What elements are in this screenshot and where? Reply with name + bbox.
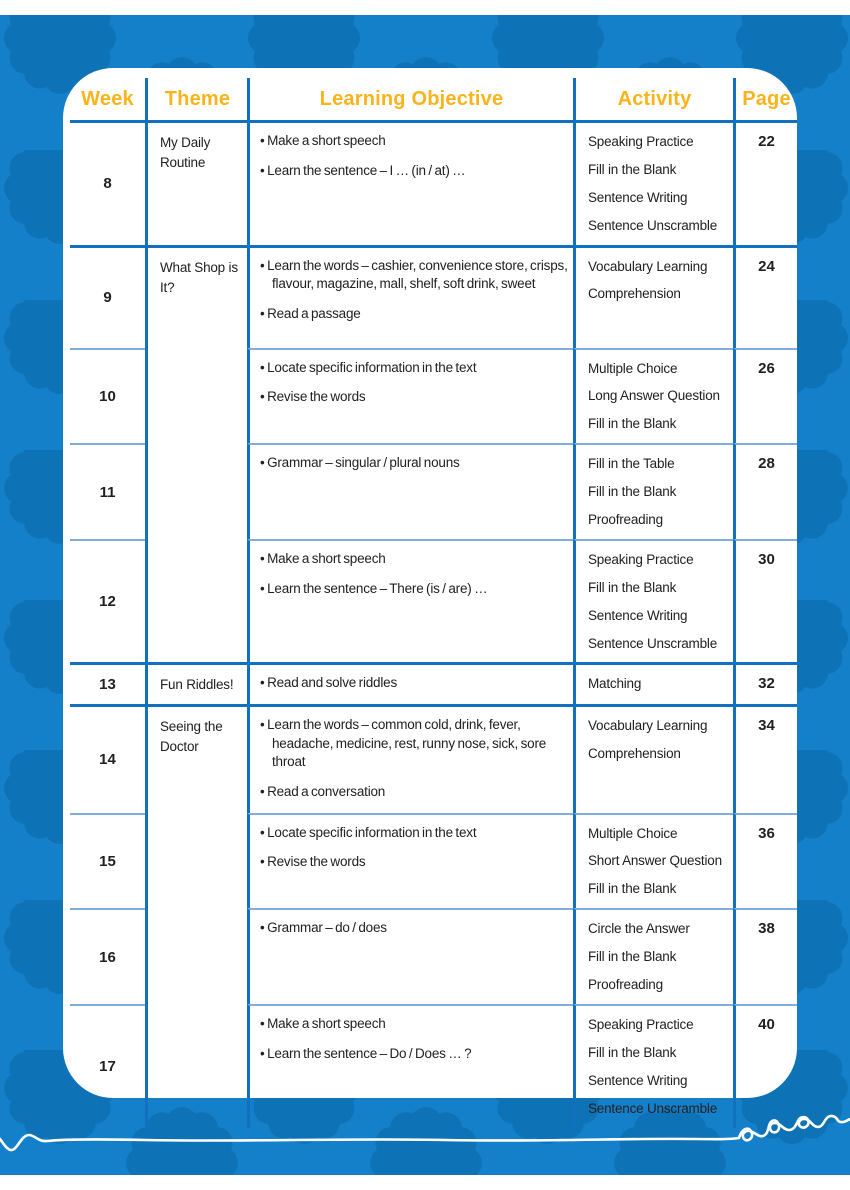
theme-cell: What Shop is It? xyxy=(145,245,247,663)
col-header-page: Page xyxy=(733,78,797,123)
objective-item: • Grammar – do / does xyxy=(260,920,387,936)
objective-item: • Learn the sentence – Do / Does … ? xyxy=(260,1045,472,1061)
objectives-cell xyxy=(247,245,573,348)
activity-item: Sentence Unscramble xyxy=(588,217,718,233)
col-header-week: Week xyxy=(70,78,145,123)
objective-item: • Make a short speech xyxy=(260,133,386,148)
activity-item: Circle the Answer xyxy=(588,921,690,937)
objective-item: • Read a conversation xyxy=(260,783,386,799)
week-cell: 14 xyxy=(70,704,145,813)
content-card xyxy=(63,68,797,1116)
activity-item: Fill in the Blank xyxy=(588,161,677,177)
activity-cell xyxy=(573,1004,733,1128)
curriculum-schedule-table xyxy=(70,78,797,1128)
week-cell: 8 xyxy=(103,175,112,193)
objective-item: • Locate specific information in the text xyxy=(260,824,477,840)
activity-item: Sentence Writing xyxy=(588,607,688,623)
activity-item: Fill in the Blank xyxy=(588,949,677,965)
week-cell: 12 xyxy=(70,539,145,663)
activity-cell xyxy=(573,348,733,444)
week-cell: 17 xyxy=(70,1004,145,1128)
objective-item: • Learn the words – cashier, convenience store, crisps, flavour, magazine, mall, shelf, soft drink, sweet xyxy=(260,257,568,292)
table-row xyxy=(70,704,797,813)
page-cell: 38 xyxy=(733,908,797,1004)
activity-item: Comprehension xyxy=(588,286,681,302)
activity-item: Fill in the Blank xyxy=(588,1044,677,1060)
objective-item: • Read and solve riddles xyxy=(260,675,398,691)
theme-cell: My Daily Routine xyxy=(145,123,247,245)
page-cell: 28 xyxy=(733,443,797,539)
activity-cell xyxy=(573,443,733,539)
activity-item: Matching xyxy=(588,676,642,692)
objectives-cell xyxy=(247,813,573,909)
activity-item: Sentence Unscramble xyxy=(588,635,718,651)
activity-item: Comprehension xyxy=(588,745,681,761)
theme-cell: Seeing the Doctor xyxy=(145,704,247,1127)
objectives-cell xyxy=(247,123,573,245)
activity-item: Fill in the Table xyxy=(588,456,675,472)
objective-item: • Learn the words – common cold, drink, fever, headache, medicine, rest, runny nose, sick, sore throat xyxy=(260,717,547,770)
activity-item: Multiple Choice xyxy=(588,360,678,376)
activity-item: Vocabulary Learning xyxy=(588,718,708,734)
activity-item: Fill in the Blank xyxy=(588,579,677,595)
objective-item: • Revise the words xyxy=(260,389,366,405)
week-cell: 11 xyxy=(70,443,145,539)
col-header-activity: Activity xyxy=(573,78,733,123)
activity-cell xyxy=(573,908,733,1004)
activity-item: Fill in the Blank xyxy=(588,416,677,432)
activity-item: Short Answer Question xyxy=(588,853,722,869)
page-cell: 40 xyxy=(733,1004,797,1128)
week-cell: 9 xyxy=(70,245,145,348)
table-row xyxy=(70,123,797,245)
activity-cell xyxy=(573,539,733,663)
page-cell: 36 xyxy=(733,813,797,909)
activity-cell xyxy=(573,813,733,909)
activity-cell xyxy=(573,662,733,704)
page-cell: 34 xyxy=(733,704,797,813)
objective-item: • Make a short speech xyxy=(260,550,386,566)
objectives-cell xyxy=(247,704,573,813)
activity-item: Long Answer Question xyxy=(588,388,720,404)
objectives-cell xyxy=(247,539,573,663)
objectives-cell xyxy=(247,908,573,1004)
activity-cell xyxy=(573,704,733,813)
activity-item: Multiple Choice xyxy=(588,825,678,841)
activity-item: Sentence Writing xyxy=(588,1072,688,1088)
week-cell: 13 xyxy=(70,662,145,704)
objective-item: • Grammar – singular / plural nouns xyxy=(260,455,460,471)
activity-item: Proofreading xyxy=(588,977,663,993)
header-row xyxy=(70,78,797,123)
objective-item: • Learn the sentence – There (is / are) … xyxy=(260,580,488,596)
activity-item: Speaking Practice xyxy=(588,134,694,149)
activity-item: Sentence Writing xyxy=(588,189,688,205)
objective-item: • Make a short speech xyxy=(260,1015,386,1031)
activity-item: Proofreading xyxy=(588,512,663,528)
activity-item: Vocabulary Learning xyxy=(588,258,708,274)
objectives-cell xyxy=(247,662,573,704)
page-cell: 30 xyxy=(733,539,797,663)
week-cell: 15 xyxy=(70,813,145,909)
objective-item: • Learn the sentence – I … (in / at) … xyxy=(260,162,466,178)
page-cell: 26 xyxy=(733,348,797,444)
objective-item: • Read a passage xyxy=(260,305,361,321)
objectives-cell xyxy=(247,1004,573,1128)
col-header-theme: Theme xyxy=(145,78,247,123)
table-row xyxy=(70,662,797,704)
page-cell: 32 xyxy=(733,662,797,704)
col-header-learning-objective: Learning Objective xyxy=(247,78,573,123)
activity-item: Speaking Practice xyxy=(588,551,694,567)
activity-item: Speaking Practice xyxy=(588,1016,694,1032)
objective-item: • Locate specific information in the text xyxy=(260,359,477,375)
activity-item: Fill in the Blank xyxy=(588,484,677,500)
table-row xyxy=(70,245,797,348)
activity-cell xyxy=(573,123,733,245)
week-cell: 16 xyxy=(70,908,145,1004)
page-cell: 22 xyxy=(733,123,797,245)
activity-cell xyxy=(573,245,733,348)
theme-cell: Fun Riddles! xyxy=(145,662,247,704)
objectives-cell xyxy=(247,348,573,444)
activity-item: Fill in the Blank xyxy=(588,881,677,897)
activity-item: Sentence Unscramble xyxy=(588,1100,718,1116)
page-cell: 24 xyxy=(733,245,797,348)
week-cell: 10 xyxy=(70,348,145,444)
objectives-cell xyxy=(247,443,573,539)
objective-item: • Revise the words xyxy=(260,854,366,870)
